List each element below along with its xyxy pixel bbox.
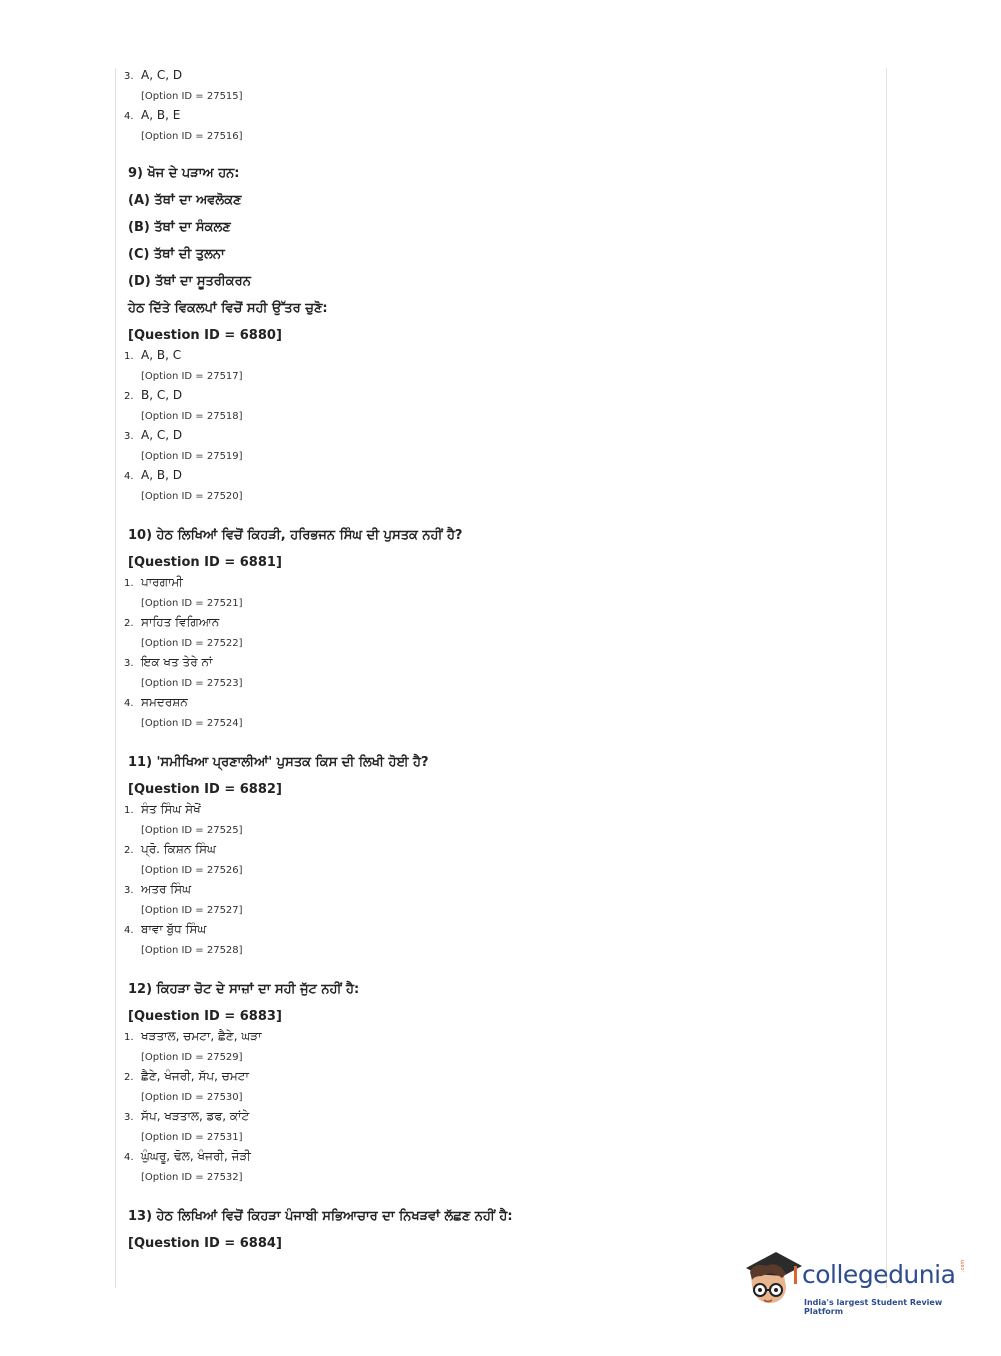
question-title: 10) ਹੇਠ ਲਿਖਿਆਂ ਵਿਚੋਂ ਕਿਹੜੀ, ਹਰਿਭਜਨ ਸਿੰਘ ਦੀ ਪੁਸਤਕ ਨਹੀਂ ਹੈ? [128,528,463,543]
option-row [124,386,864,404]
option-id: [Option ID = 27525] [141,825,243,836]
option-text: A, B, C [141,348,182,362]
option-id: [Option ID = 27528] [141,945,243,956]
option-number: 4. [124,471,134,482]
option-id: [Option ID = 27520] [141,491,243,502]
option-text: ਛੈਣੇ, ਖੰਜਰੀ, ਸੱਪ, ਚਮਟਾ [141,1069,249,1083]
question-block [124,982,864,1185]
question-id: [Question ID = 6881] [128,555,282,570]
logo-wordmark: collegedunia [802,1260,956,1289]
option-number: 1. [124,578,134,589]
option-row [124,1147,864,1165]
option-row [124,1107,864,1125]
statement-item: (C) ਤੱਥਾਂ ਦੀ ਤੁਲਨਾ [128,247,225,262]
option-number: 1. [124,1032,134,1043]
question-instruction: ਹੇਠ ਦਿੱਤੇ ਵਿਕਲਪਾਂ ਵਿਚੋਂ ਸਹੀ ਉੱਤਰ ਚੁਣੋ: [128,301,328,316]
option-row [124,106,864,124]
option-id: [Option ID = 27524] [141,718,243,729]
collegedunia-logo [742,1248,972,1318]
question-title: 9) ਖੋਜ ਦੇ ਪੜਾਅ ਹਨ: [128,166,240,181]
option-item [124,800,864,838]
option-item [124,1107,864,1145]
option-text: ਅਤਰ ਸਿੰਘ [141,882,192,896]
question-title: 11) 'ਸਮੀਖਿਆ ਪ੍ਰਣਾਲੀਆਂ' ਪੁਸਤਕ ਕਿਸ ਦੀ ਲਿਖੀ ਹੋਈ ਹੈ? [128,755,429,770]
option-item [124,1147,864,1185]
option-number: 1. [124,351,134,362]
option-item [124,106,864,144]
option-id: [Option ID = 27516] [141,131,243,142]
logo-domain-suffix: .com [960,1259,966,1272]
option-item [124,426,864,464]
question-paper-content [124,66,864,1276]
option-item [124,1027,864,1065]
option-id: [Option ID = 27517] [141,371,243,382]
option-text: A, B, E [141,108,181,122]
option-row [124,426,864,444]
question-id: [Question ID = 6882] [128,782,282,797]
option-row [124,1067,864,1085]
question-title: 12) ਕਿਹੜਾ ਚੋਟ ਦੇ ਸਾਜ਼ਾਂ ਦਾ ਸਹੀ ਜੁੱਟ ਨਹੀਂ ਹੈ: [128,982,360,997]
option-id: [Option ID = 27526] [141,865,243,876]
option-number: 2. [124,1072,134,1083]
option-number: 2. [124,618,134,629]
option-id: [Option ID = 27518] [141,411,243,422]
option-number: 4. [124,111,134,122]
statement-item: (D) ਤੱਥਾਂ ਦਾ ਸੂਤਰੀਕਰਨ [128,274,251,289]
option-text: ਸਮਦਰਸ਼ਨ [141,695,188,709]
option-item [124,386,864,424]
option-item [124,466,864,504]
option-row [124,1027,864,1045]
option-text: A, B, D [141,468,182,482]
option-number: 4. [124,698,134,709]
question-id: [Question ID = 6883] [128,1009,282,1024]
option-id: [Option ID = 27515] [141,91,243,102]
option-item [124,1067,864,1105]
option-number: 2. [124,845,134,856]
option-text: ਪਾਰਗਾਮੀ [141,575,183,589]
option-text: ਪ੍ਰੋ. ਕਿਸ਼ਨ ਸਿੰਘ [141,842,216,856]
option-id: [Option ID = 27530] [141,1092,243,1103]
option-id: [Option ID = 27523] [141,678,243,689]
question-id: [Question ID = 6880] [128,328,282,343]
option-item [124,573,864,611]
option-number: 3. [124,658,134,669]
question-title: 13) ਹੇਠ ਲਿਖਿਆਂ ਵਿਚੋਂ ਕਿਹੜਾ ਪੰਜਾਬੀ ਸਭਿਆਚਾਰ ਦਾ ਨਿਖੜਵਾਂ ਲੱਛਣ ਨਹੀਂ ਹੈ: [128,1209,513,1224]
option-number: 4. [124,925,134,936]
question-id: [Question ID = 6884] [128,1236,282,1251]
option-text: ਸੰਤ ਸਿੰਘ ਸੇਖੋਂ [141,802,201,816]
option-item [124,840,864,878]
option-text: A, C, D [141,68,183,82]
option-row [124,573,864,591]
option-row [124,920,864,938]
option-number: 3. [124,1112,134,1123]
option-text: ਇਕ ਖਤ ਤੇਰੇ ਨਾਂ [141,655,213,669]
statement-item: (B) ਤੱਥਾਂ ਦਾ ਸੰਕਲਣ [128,220,231,235]
option-number: 3. [124,885,134,896]
option-number: 3. [124,431,134,442]
option-item [124,613,864,651]
option-number: 2. [124,391,134,402]
option-row [124,346,864,364]
option-row [124,840,864,858]
option-row [124,66,864,84]
option-text: A, C, D [141,428,183,442]
question-block [124,755,864,958]
option-item [124,693,864,731]
option-number: 1. [124,805,134,816]
option-id: [Option ID = 27521] [141,598,243,609]
option-id: [Option ID = 27529] [141,1052,243,1063]
option-text: B, C, D [141,388,183,402]
logo-tagline: India's largest Student Review Platform [804,1298,943,1316]
question-block [124,1209,864,1252]
option-text: ਸਾਹਿਤ ਵਿਗਿਆਨ [141,615,220,629]
option-number: 4. [124,1152,134,1163]
previous-question-options [124,66,864,144]
mascot-graduate-icon [742,1248,802,1312]
option-row [124,613,864,631]
option-row [124,653,864,671]
option-text: ਖੜਤਾਲ, ਚਮਟਾ, ਛੈਣੇ, ਘੜਾ [141,1029,262,1043]
option-row [124,466,864,484]
option-row [124,800,864,818]
option-id: [Option ID = 27531] [141,1132,243,1143]
option-id: [Option ID = 27532] [141,1172,243,1183]
option-item [124,880,864,918]
option-id: [Option ID = 27527] [141,905,243,916]
option-text: ਬਾਵਾ ਬੁੱਧ ਸਿੰਘ [141,922,207,936]
option-id: [Option ID = 27519] [141,451,243,462]
option-item [124,66,864,104]
option-row [124,880,864,898]
option-item [124,920,864,958]
option-id: [Option ID = 27522] [141,638,243,649]
option-text: ਘੁੰਘਰੂ, ਢੋਲ, ਖੰਜਰੀ, ਜੋੜੀ [141,1149,251,1163]
statement-item: (A) ਤੱਥਾਂ ਦਾ ਅਵਲੋਕਣ [128,193,242,208]
option-text: ਸੱਪ, ਖੜਤਾਲ, ਡਫ, ਕਾਂਟੇ [141,1109,250,1123]
question-block [124,166,864,504]
question-block [124,528,864,731]
option-item [124,653,864,691]
option-row [124,693,864,711]
option-item [124,346,864,384]
option-number: 3. [124,71,134,82]
